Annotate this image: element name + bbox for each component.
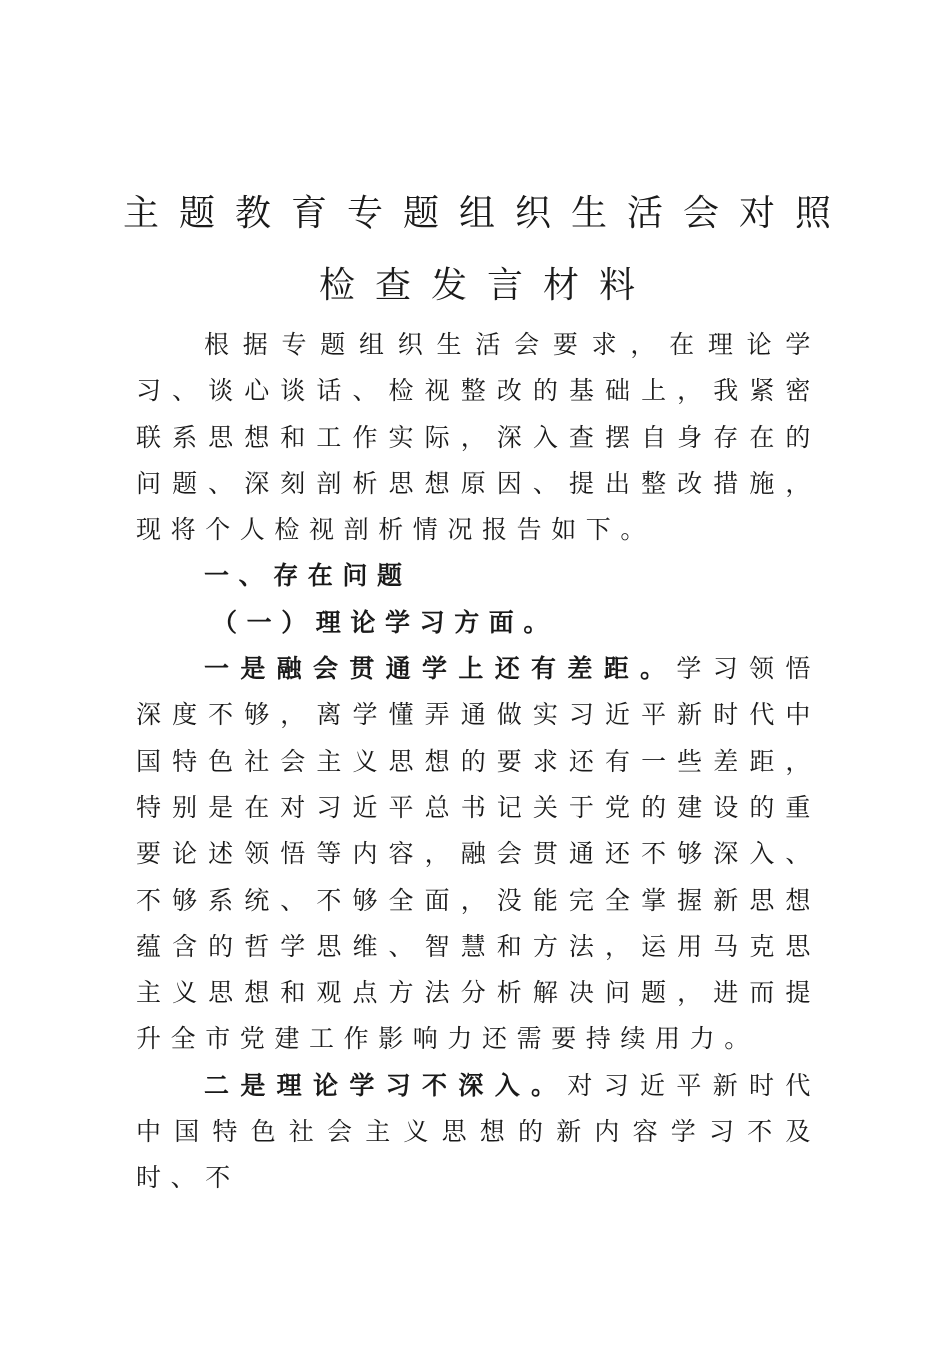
point-text-1: 学习领悟深度不够，离学懂弄通做实习近平新时代中国特色社会主义思想的要求还有一些差距，特别是在对习近平总书记关于党的建设的重要论述领悟等内容，融会贯通还不够深入、不够系统、不够全面，没能完全掌握新思想蕴含的哲学思维、智慧和方法，运用马克思主义思想和观点方法分析解决问题，进而提升全市党建工作影响力还需要持续用力。: [136, 654, 820, 1054]
document-title-line1: 主题教育专题组织生活会对照: [122, 193, 851, 234]
document-body: [136, 322, 820, 1202]
point-paragraph-1: [136, 646, 820, 1063]
point-lead-2: 二是理论学习不深入。: [204, 1070, 568, 1100]
document-title-line2: 检查发言材料: [318, 265, 655, 306]
intro-paragraph: 根据专题组织生活会要求，在理论学习、谈心谈话、检视整改的基础上，我紧密联系思想和工作实际，深入查摆自身存在的问题、深刻剖析思想原因、提出整改措施，现将个人检视剖析情况报告如下。: [136, 330, 820, 545]
point-text-2: 对习近平新时代中国特色社会主义思想的新内容学习不及时、不: [136, 1070, 820, 1193]
subsection-heading-theory: （一）理论学习方面。: [212, 607, 559, 637]
point-lead-1: 一是融会贯通学上还有差距。: [204, 654, 677, 684]
point-paragraph-2: [136, 1063, 820, 1202]
section-heading-problems: 一、存在问题: [204, 561, 412, 591]
